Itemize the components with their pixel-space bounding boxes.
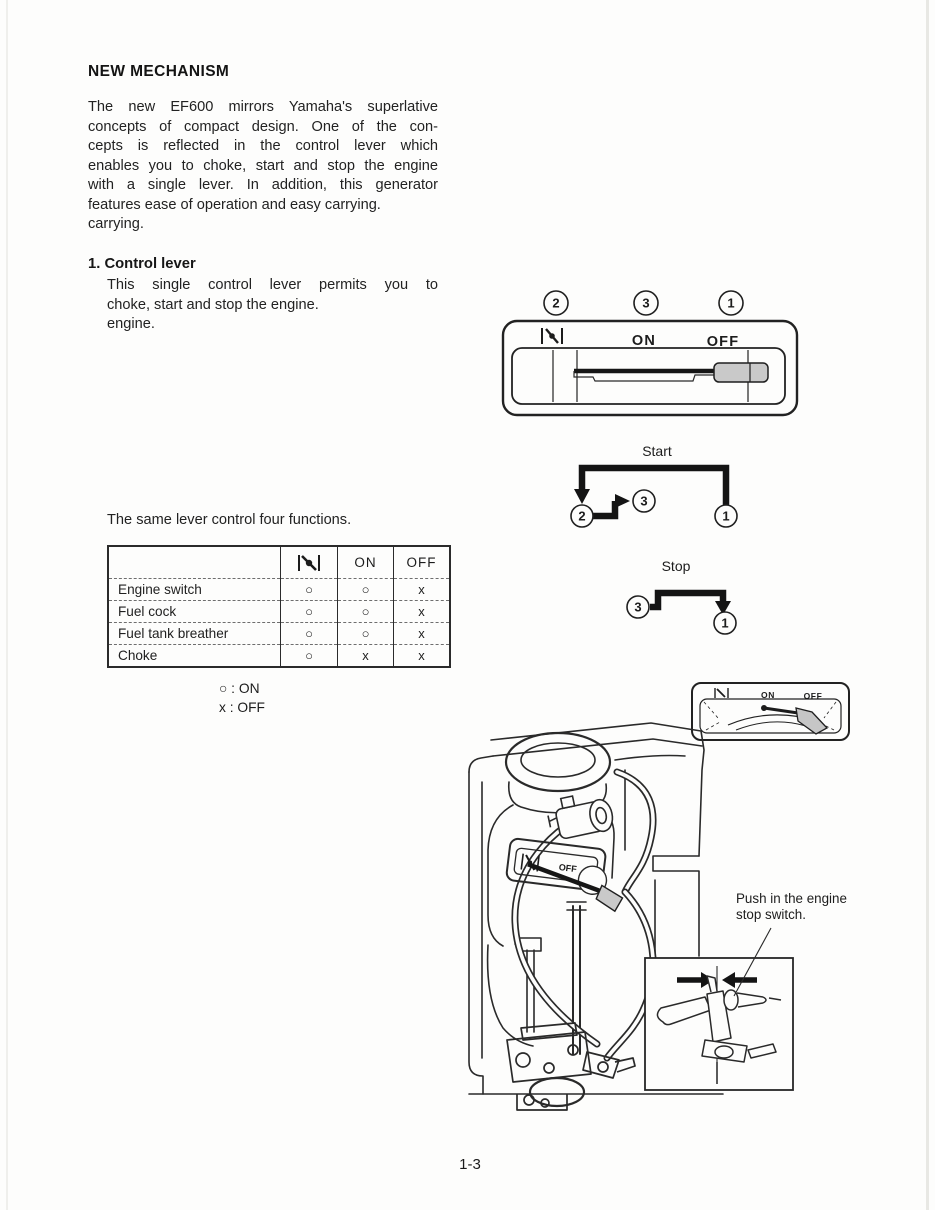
value-cell: x [394, 623, 451, 645]
value-cell: ○ [281, 579, 338, 601]
legend-line: ○ : ON [219, 681, 260, 696]
engine-panel [504, 838, 628, 912]
value-cell: x [394, 579, 451, 601]
control-lever [574, 363, 768, 382]
panel-off-label: OFF [706, 334, 740, 350]
functions-table [107, 545, 451, 668]
table-header-row [108, 546, 450, 579]
start-flow-path [582, 468, 726, 516]
intro-line: concepts of compact design. One of the con- [88, 118, 438, 135]
choke-icon [542, 328, 562, 344]
value-cell: ○ [338, 623, 394, 645]
note-line: stop switch. [736, 906, 806, 922]
arrowhead-right [615, 494, 630, 508]
header-on-cell: ON [338, 546, 394, 579]
section-title: 1. Control lever [88, 256, 196, 272]
stop-switch-inset [645, 928, 793, 1090]
value-cell: ○ [338, 579, 394, 601]
table-row [108, 579, 450, 601]
header-choke-cell [281, 546, 338, 579]
callout-number: 3 [634, 599, 642, 615]
stop-title: Stop [661, 558, 691, 574]
callout-number: 3 [640, 493, 648, 509]
control-panel-figure [496, 286, 804, 426]
value-cell: x [338, 645, 394, 668]
callout-number: 2 [552, 295, 560, 311]
table-row [108, 645, 450, 668]
section-body-line: engine. [107, 316, 155, 332]
intro-line: carrying. [88, 216, 144, 232]
start-flow-diagram [552, 434, 752, 539]
row-label: Fuel cock [108, 601, 281, 623]
value-cell: x [394, 645, 451, 668]
scan-edge-right [926, 0, 929, 1210]
value-cell: ○ [281, 645, 338, 668]
engine-panel-off-label: OFF [558, 862, 578, 875]
callout-number: 1 [721, 615, 729, 631]
intro-paragraph [88, 98, 438, 235]
choke-icon [293, 552, 325, 574]
arrowhead-down [574, 489, 590, 504]
callout-number: 3 [642, 295, 650, 311]
callout-number: 1 [722, 508, 730, 524]
intro-line: with a single lever. In addition, this generator [88, 177, 438, 193]
value-cell: ○ [281, 601, 338, 623]
page-number: 1-3 [459, 1156, 481, 1173]
note-line: Push in the engine [736, 891, 847, 906]
carburetor [507, 1023, 635, 1110]
stop-flow-diagram [610, 551, 760, 651]
stop-flow-path [650, 593, 723, 607]
value-cell: x [394, 601, 451, 623]
intro-line: The new EF600 mirrors Yamaha's superlative [88, 99, 438, 115]
callout-number: 2 [578, 508, 586, 524]
callout-number: 1 [727, 295, 735, 311]
legend-line: x : OFF [219, 699, 265, 715]
intro-line: cepts is reflected in the control lever which [88, 138, 438, 154]
row-label: Engine switch [108, 579, 281, 601]
scan-edge-left [6, 0, 8, 1210]
intro-line: enables you to choke, start and stop the engine [88, 157, 438, 174]
panel-off-label: OFF [803, 691, 823, 701]
value-cell: ○ [338, 601, 394, 623]
intro-line: features ease of operation and easy carrying. [88, 196, 381, 213]
header-empty-cell [108, 546, 281, 579]
section-body-line: choke, start and stop the engine. [107, 296, 319, 313]
row-label: Choke [108, 645, 281, 668]
value-cell: ○ [281, 623, 338, 645]
table-caption: The same lever control four functions. [107, 512, 352, 528]
panel-on-label: ON [631, 333, 657, 349]
table-row [108, 601, 450, 623]
table-row [108, 623, 450, 645]
table-legend [219, 680, 265, 717]
row-label: Fuel tank breather [108, 623, 281, 645]
section-body-line: This single control lever permits you to [107, 277, 438, 293]
section-body [107, 276, 438, 335]
page-title: NEW MECHANISM [88, 63, 230, 80]
start-title: Start [642, 443, 672, 459]
panel-on-label: ON [761, 690, 775, 700]
stop-switch-note [736, 891, 861, 922]
header-off-cell: OFF [394, 546, 451, 579]
choke-icon [715, 688, 728, 698]
lever-handle [714, 363, 768, 382]
